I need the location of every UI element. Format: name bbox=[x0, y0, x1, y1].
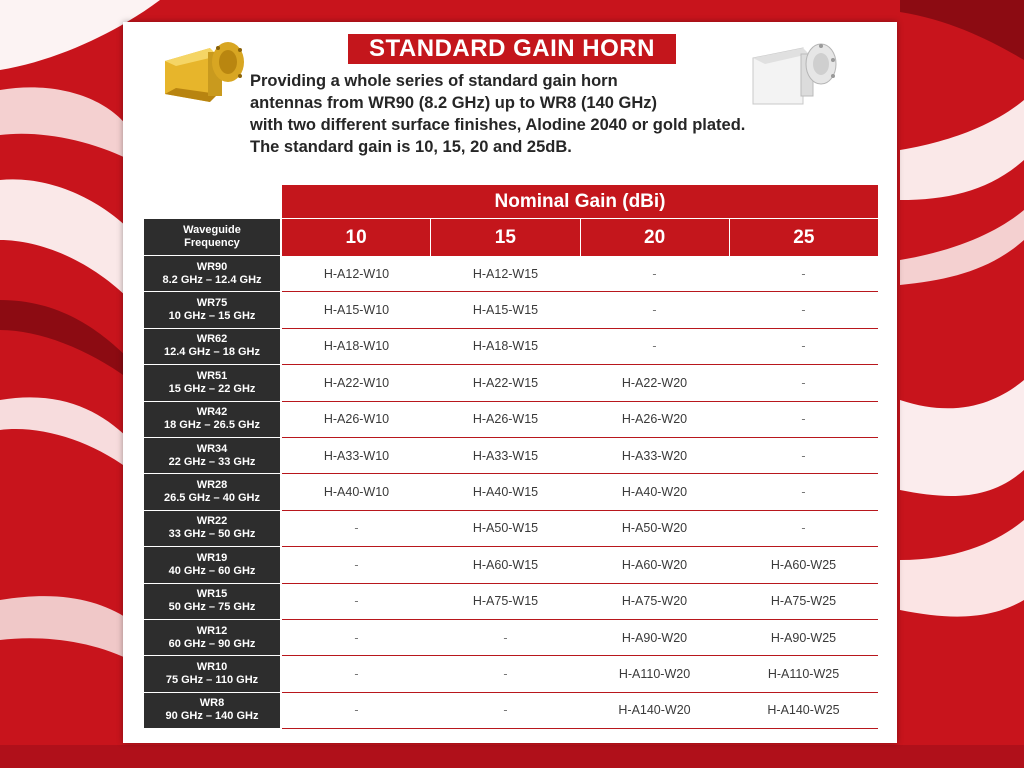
header-label: Waveguide bbox=[183, 224, 241, 236]
waveguide-name: WR8 bbox=[199, 697, 225, 710]
model-cell: H-A50-W20 bbox=[580, 511, 729, 547]
waveguide-cell bbox=[144, 329, 280, 365]
frequency-range: 40 GHz – 60 GHz bbox=[168, 564, 256, 577]
model-cell: - bbox=[729, 438, 878, 474]
model-cell: H-A40-W20 bbox=[580, 474, 729, 510]
waveguide-name: WR19 bbox=[196, 551, 228, 564]
model-cell: H-A110-W20 bbox=[580, 656, 729, 692]
model-cell: - bbox=[431, 656, 580, 692]
model-cell: - bbox=[580, 256, 729, 292]
frequency-range: 26.5 GHz – 40 GHz bbox=[164, 492, 260, 505]
nominal-gain-header: Nominal Gain (dBi) bbox=[282, 185, 878, 218]
table-row bbox=[144, 656, 878, 692]
model-cell: H-A33-W15 bbox=[431, 438, 580, 474]
frequency-range: 18 GHz – 26.5 GHz bbox=[164, 419, 260, 432]
frequency-range: 8.2 GHz – 12.4 GHz bbox=[162, 273, 262, 286]
model-cell: - bbox=[729, 511, 878, 547]
waveguide-cell bbox=[144, 402, 280, 438]
gain-column-10: 10 bbox=[282, 219, 430, 256]
frequency-range: 10 GHz – 15 GHz bbox=[168, 310, 256, 323]
table-row bbox=[144, 292, 878, 328]
waveguide-cell bbox=[144, 584, 280, 620]
frequency-range: 12.4 GHz – 18 GHz bbox=[164, 346, 260, 359]
waveguide-name: WR15 bbox=[196, 588, 228, 601]
table-row bbox=[144, 329, 878, 365]
table-row bbox=[144, 402, 878, 438]
model-cell: - bbox=[282, 584, 431, 620]
intro-line: Providing a whole series of standard gain horn bbox=[250, 72, 618, 90]
model-cell: H-A26-W20 bbox=[580, 402, 729, 438]
waveguide-cell bbox=[144, 620, 280, 656]
model-cell: H-A110-W25 bbox=[729, 656, 878, 692]
model-cell: - bbox=[282, 620, 431, 656]
waveguide-name: WR51 bbox=[196, 369, 228, 382]
waveguide-cell bbox=[144, 656, 280, 692]
table-row bbox=[144, 438, 878, 474]
model-cell: - bbox=[282, 511, 431, 547]
waveguide-name: WR75 bbox=[196, 297, 228, 310]
model-cell: H-A18-W15 bbox=[431, 329, 580, 365]
table-row bbox=[144, 365, 878, 401]
page-title: STANDARD GAIN HORN bbox=[348, 34, 676, 64]
intro-line: The standard gain is 10, 15, 20 and 25dB. bbox=[250, 138, 572, 156]
model-cell: H-A26-W10 bbox=[282, 402, 431, 438]
model-cell: - bbox=[282, 656, 431, 692]
model-cell: H-A22-W15 bbox=[431, 365, 580, 401]
frequency-range: 15 GHz – 22 GHz bbox=[168, 382, 256, 395]
model-cell: H-A140-W25 bbox=[729, 693, 878, 729]
waveguide-name: WR12 bbox=[196, 624, 228, 637]
model-cell: - bbox=[282, 547, 431, 583]
model-cell: H-A15-W10 bbox=[282, 292, 431, 328]
model-cell: - bbox=[431, 693, 580, 729]
model-cell: H-A75-W20 bbox=[580, 584, 729, 620]
waveguide-name: WR10 bbox=[196, 660, 228, 673]
model-cell: H-A33-W10 bbox=[282, 438, 431, 474]
waveguide-cell bbox=[144, 438, 280, 474]
frequency-range: 75 GHz – 110 GHz bbox=[165, 673, 259, 686]
gain-column-25: 25 bbox=[729, 219, 878, 256]
waveguide-name: WR28 bbox=[196, 479, 228, 492]
model-cell: - bbox=[729, 365, 878, 401]
waveguide-name: WR42 bbox=[196, 406, 228, 419]
table-row bbox=[144, 256, 878, 292]
frequency-range: 33 GHz – 50 GHz bbox=[168, 528, 256, 541]
intro-line: antennas from WR90 (8.2 GHz) up to WR8 (140 GHz) bbox=[250, 94, 658, 112]
waveguide-name: WR34 bbox=[196, 442, 228, 455]
waveguide-frequency-header bbox=[144, 219, 280, 256]
waveguide-cell bbox=[144, 256, 280, 292]
gold-horn-antenna-image bbox=[160, 36, 250, 112]
gain-column-20: 20 bbox=[580, 219, 729, 256]
model-cell: - bbox=[729, 474, 878, 510]
waveguide-name: WR62 bbox=[196, 333, 228, 346]
frequency-range: 90 GHz – 140 GHz bbox=[165, 710, 259, 723]
table-row bbox=[144, 693, 878, 729]
model-cell: H-A40-W10 bbox=[282, 474, 431, 510]
table-header-row bbox=[144, 219, 878, 256]
model-cell: H-A12-W10 bbox=[282, 256, 431, 292]
waveguide-cell bbox=[144, 292, 280, 328]
model-cell: - bbox=[282, 693, 431, 729]
model-cell: - bbox=[580, 329, 729, 365]
waveguide-cell bbox=[144, 474, 280, 510]
model-cell: H-A12-W15 bbox=[431, 256, 580, 292]
model-cell: H-A22-W10 bbox=[282, 365, 431, 401]
table-row bbox=[144, 474, 878, 510]
model-cell: - bbox=[729, 292, 878, 328]
table-row bbox=[144, 584, 878, 620]
gain-table bbox=[144, 219, 878, 729]
model-cell: H-A40-W15 bbox=[431, 474, 580, 510]
waveguide-cell bbox=[144, 365, 280, 401]
model-cell: - bbox=[729, 402, 878, 438]
model-cell: H-A22-W20 bbox=[580, 365, 729, 401]
model-cell: - bbox=[580, 292, 729, 328]
model-cell: H-A33-W20 bbox=[580, 438, 729, 474]
model-cell: H-A140-W20 bbox=[580, 693, 729, 729]
waveguide-name: WR90 bbox=[196, 260, 228, 273]
table-row bbox=[144, 547, 878, 583]
model-cell: H-A60-W20 bbox=[580, 547, 729, 583]
model-cell: H-A60-W25 bbox=[729, 547, 878, 583]
model-cell: H-A75-W15 bbox=[431, 584, 580, 620]
model-cell: H-A60-W15 bbox=[431, 547, 580, 583]
header-label: Frequency bbox=[184, 237, 240, 249]
gain-column-15: 15 bbox=[430, 219, 579, 256]
frequency-range: 50 GHz – 75 GHz bbox=[168, 601, 256, 614]
waveguide-name: WR22 bbox=[196, 515, 228, 528]
model-cell: H-A18-W10 bbox=[282, 329, 431, 365]
model-cell: H-A90-W25 bbox=[729, 620, 878, 656]
table-row bbox=[144, 620, 878, 656]
table-body bbox=[144, 256, 878, 729]
waveguide-cell bbox=[144, 547, 280, 583]
model-cell: - bbox=[431, 620, 580, 656]
frequency-range: 22 GHz – 33 GHz bbox=[168, 455, 256, 468]
table-row bbox=[144, 511, 878, 547]
waveguide-cell bbox=[144, 511, 280, 547]
model-cell: - bbox=[729, 329, 878, 365]
intro-line: with two different surface finishes, Alodine 2040 or gold plated. bbox=[250, 116, 746, 134]
intro-text bbox=[250, 70, 840, 158]
model-cell: H-A90-W20 bbox=[580, 620, 729, 656]
frequency-range: 60 GHz – 90 GHz bbox=[168, 637, 256, 650]
model-cell: H-A75-W25 bbox=[729, 584, 878, 620]
model-cell: H-A50-W15 bbox=[431, 511, 580, 547]
model-cell: H-A26-W15 bbox=[431, 402, 580, 438]
waveguide-cell bbox=[144, 693, 280, 729]
model-cell: - bbox=[729, 256, 878, 292]
model-cell: H-A15-W15 bbox=[431, 292, 580, 328]
